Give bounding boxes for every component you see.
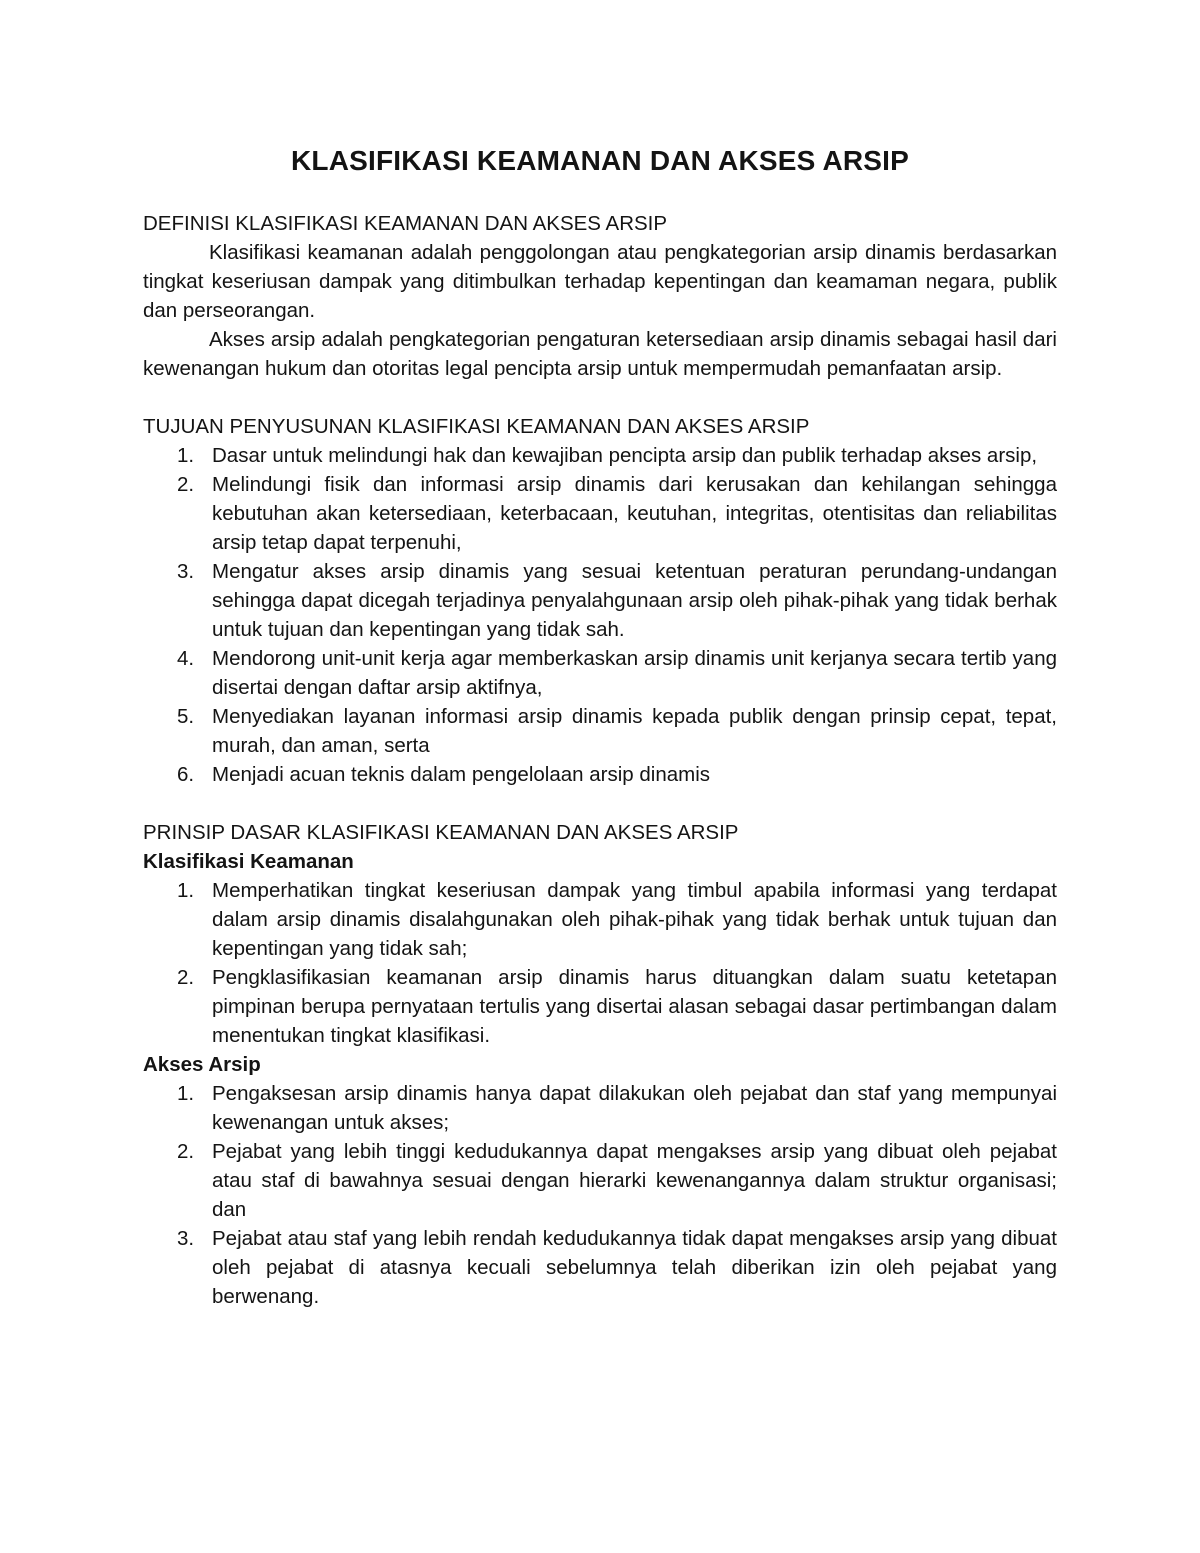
section-heading-prinsip: PRINSIP DASAR KLASIFIKASI KEAMANAN DAN AKSES ARSIP (143, 821, 739, 844)
section-prinsip (143, 818, 1057, 1311)
list-text: Pengaksesan arsip dinamis hanya dapat dilakukan oleh pejabat dan staf yang mempunyai kewenangan untuk akses; (212, 1082, 1057, 1134)
list-number: 6. (177, 763, 195, 786)
spacer (143, 383, 1057, 412)
list-number: 1. (177, 879, 195, 902)
list-item (143, 644, 1057, 702)
list-number: 4. (177, 647, 195, 670)
list-number: 2. (177, 1140, 195, 1163)
list-item (143, 470, 1057, 557)
list-text: Menjadi acuan teknis dalam pengelolaan arsip dinamis (212, 763, 710, 786)
document-title: KLASIFIKASI KEAMANAN DAN AKSES ARSIP (290, 145, 910, 176)
list-item (143, 1079, 1057, 1137)
section-tujuan (143, 412, 1057, 789)
paragraph-akses-arsip: Akses arsip adalah pengkategorian pengaturan ketersediaan arsip dinamis sebagai hasil dari kewenangan hukum dan otoritas legal pencipta arsip untuk mempermudah pemanfaatan arsip. (143, 328, 1057, 380)
list-number: 1. (177, 444, 195, 467)
spacer (143, 789, 1057, 818)
list-item (143, 441, 1057, 470)
section-heading-definisi: DEFINISI KLASIFIKASI KEAMANAN DAN AKSES ARSIP (143, 212, 668, 235)
akses-list (143, 1079, 1057, 1311)
list-number: 1. (177, 1082, 195, 1105)
list-number: 3. (177, 1227, 195, 1250)
list-item (143, 557, 1057, 644)
list-text: Melindungi fisik dan informasi arsip dinamis dari kerusakan dan kehilangan sehingga kebutuhan akan ketersediaan, keterbacaan, keutuhan, integritas, otentisitas dan reliabilitas arsip tetap dapat terpenuhi, (212, 473, 1057, 554)
subheading-akses-arsip: Akses Arsip (143, 1053, 261, 1076)
list-text: Mendorong unit-unit kerja agar memberkaskan arsip dinamis unit kerjanya secara tertib yang disertai dengan daftar arsip aktifnya, (212, 647, 1057, 699)
list-text: Pejabat atau staf yang lebih rendah kedudukannya tidak dapat mengakses arsip yang dibuat oleh pejabat di atasnya kecuali sebelumnya telah diberikan izin oleh pejabat yang berwenang. (212, 1227, 1057, 1308)
keamanan-list (143, 876, 1057, 1050)
list-item (143, 1137, 1057, 1224)
section-definisi (143, 209, 1057, 383)
list-text: Memperhatikan tingkat keseriusan dampak yang timbul apabila informasi yang terdapat dalam arsip dinamis disalahgunakan oleh pihak-pihak yang tidak berhak untuk tujuan dan kepentingan yang tidak sah; (212, 879, 1057, 960)
list-text: Pengklasifikasian keamanan arsip dinamis harus dituangkan dalam suatu ketetapan pimpinan berupa pernyataan tertulis yang disertai alasan sebagai dasar pertimbangan dalam menentukan tingkat klasifikasi. (212, 966, 1057, 1047)
list-item (143, 760, 1057, 789)
list-number: 3. (177, 560, 195, 583)
list-text: Dasar untuk melindungi hak dan kewajiban pencipta arsip dan publik terhadap akses arsip, (212, 444, 1038, 467)
list-item (143, 876, 1057, 963)
section-heading-tujuan: TUJUAN PENYUSUNAN KLASIFIKASI KEAMANAN DAN AKSES ARSIP (143, 415, 810, 438)
list-item (143, 963, 1057, 1050)
list-text: Mengatur akses arsip dinamis yang sesuai ketentuan peraturan perundang-undangan sehingga dapat dicegah terjadinya penyalahgunaan arsip oleh pihak-pihak yang tidak berhak untuk tujuan dan kepentingan yang tidak sah. (212, 560, 1057, 641)
subheading-klasifikasi-keamanan: Klasifikasi Keamanan (143, 850, 354, 873)
paragraph-klasifikasi-keamanan: Klasifikasi keamanan adalah penggolongan atau pengkategorian arsip dinamis berdasarkan tingkat keseriusan dampak yang ditimbulkan terhadap kepentingan dan keamaman negara, publik dan perseorangan. (143, 241, 1057, 322)
list-item (143, 1224, 1057, 1311)
list-number: 5. (177, 705, 195, 728)
list-text: Menyediakan layanan informasi arsip dinamis kepada publik dengan prinsip cepat, tepat, murah, dan aman, serta (212, 705, 1057, 757)
list-number: 2. (177, 473, 195, 496)
list-item (143, 702, 1057, 760)
list-text: Pejabat yang lebih tinggi kedudukannya dapat mengakses arsip yang dibuat oleh pejabat atau staf di bawahnya sesuai dengan hierarki kewenangannya dalam struktur organisasi; dan (212, 1140, 1057, 1221)
list-number: 2. (177, 966, 195, 989)
tujuan-list (143, 441, 1057, 789)
